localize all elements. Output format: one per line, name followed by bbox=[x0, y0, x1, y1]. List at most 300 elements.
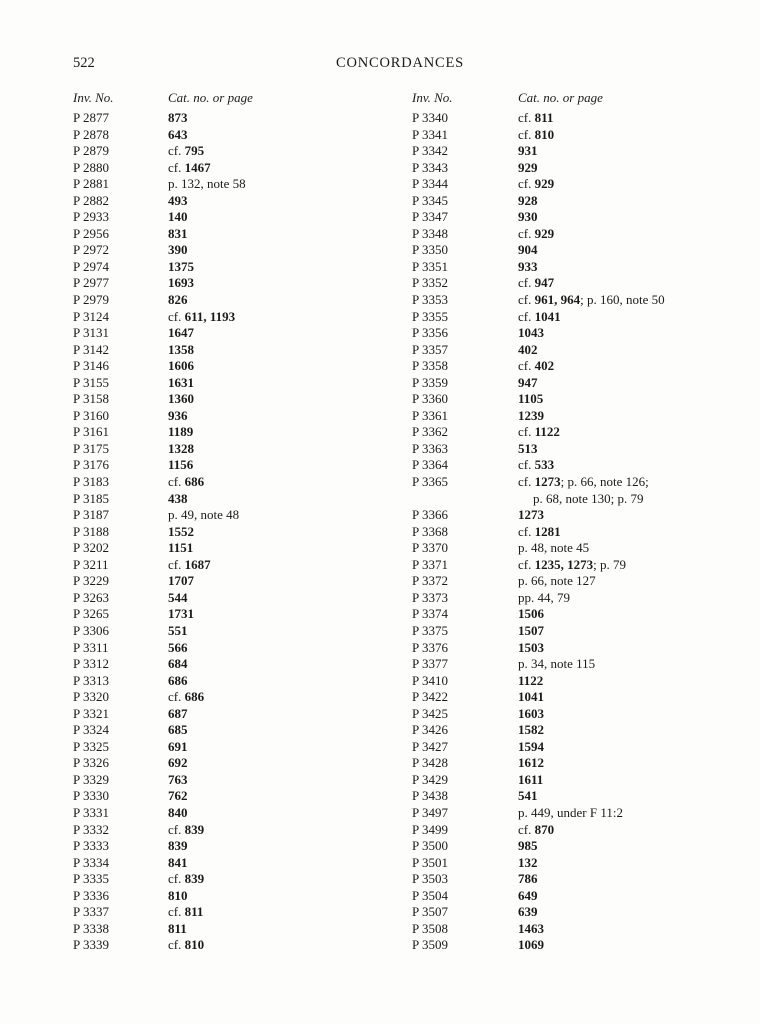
inv-no-cell: P 3370 bbox=[412, 540, 448, 556]
cat-no-cell: 1594 bbox=[518, 738, 544, 754]
cat-no-cell: 931 bbox=[518, 143, 538, 159]
inv-no-cell: P 3311 bbox=[73, 639, 109, 655]
cat-no-cell: 541 bbox=[518, 788, 538, 804]
table-row bbox=[73, 838, 403, 855]
inv-no-cell: P 3428 bbox=[412, 755, 448, 771]
cat-no-cell: 1693 bbox=[168, 275, 194, 291]
cat-no-cell: cf. 810 bbox=[518, 126, 555, 142]
inv-no-cell: P 3347 bbox=[412, 209, 448, 225]
table-row bbox=[412, 524, 742, 541]
inv-no-cell: P 3202 bbox=[73, 540, 109, 556]
inv-no-cell: P 3350 bbox=[412, 242, 448, 258]
inv-no-cell: P 3334 bbox=[73, 854, 109, 870]
inv-no-cell: P 3342 bbox=[412, 143, 448, 159]
cat-no-cell: cf. 839 bbox=[168, 871, 205, 887]
cat-no-cell: 873 bbox=[168, 110, 188, 125]
table-row bbox=[412, 673, 742, 690]
inv-no-cell: P 2933 bbox=[73, 209, 109, 225]
cat-no-cell: cf. 929 bbox=[518, 176, 555, 192]
cat-no-cell: 1122 bbox=[518, 672, 544, 688]
cat-no-cell: 513 bbox=[518, 440, 538, 456]
inv-no-cell: P 3312 bbox=[73, 656, 109, 672]
table-row bbox=[73, 788, 403, 805]
table-row bbox=[412, 755, 742, 772]
table-row bbox=[73, 772, 403, 789]
inv-no-header: Inv. No. bbox=[73, 90, 114, 105]
table-row bbox=[412, 706, 742, 723]
table-row bbox=[73, 888, 403, 905]
inv-no-cell: P 2881 bbox=[73, 176, 109, 192]
cat-no-cell: 831 bbox=[168, 225, 188, 241]
table-row bbox=[412, 623, 742, 640]
table-row bbox=[412, 788, 742, 805]
cat-no-cell: p. 48, note 45 bbox=[518, 540, 590, 556]
inv-no-cell: P 3410 bbox=[412, 672, 448, 688]
inv-no-cell: P 3320 bbox=[73, 689, 109, 705]
column-header bbox=[73, 90, 403, 107]
cat-no-cell: 1041 bbox=[518, 689, 544, 705]
table-row bbox=[412, 193, 742, 210]
inv-no-cell: P 3371 bbox=[412, 556, 448, 572]
cat-no-cell: cf. 611, 1193 bbox=[168, 308, 236, 324]
inv-no-cell: P 2879 bbox=[73, 143, 109, 159]
table-row bbox=[73, 457, 403, 474]
inv-no-cell: P 3365 bbox=[412, 474, 448, 490]
cat-no-cell: 1552 bbox=[168, 523, 194, 539]
inv-no-cell: P 3124 bbox=[73, 308, 109, 324]
cat-no-cell: cf. 1273; p. 66, note 126; p. 68, note 130; p. 79 bbox=[518, 474, 649, 506]
table-row bbox=[412, 838, 742, 855]
cat-no-cell: 687 bbox=[168, 705, 188, 721]
cat-no-cell: 438 bbox=[168, 490, 188, 506]
table-row bbox=[73, 474, 403, 491]
inv-no-cell: P 3426 bbox=[412, 722, 448, 738]
table-row bbox=[412, 408, 742, 425]
cat-no-cell: cf. 686 bbox=[168, 474, 205, 490]
table-row bbox=[73, 507, 403, 524]
inv-no-cell: P 3160 bbox=[73, 407, 109, 423]
inv-no-cell: P 3306 bbox=[73, 622, 109, 638]
table-row bbox=[73, 904, 403, 921]
inv-no-cell: P 3335 bbox=[73, 871, 109, 887]
table-row bbox=[412, 507, 742, 524]
table-row bbox=[412, 391, 742, 408]
table-row bbox=[412, 292, 742, 309]
table-row bbox=[412, 904, 742, 921]
inv-no-cell: P 3357 bbox=[412, 341, 448, 357]
cat-no-cell: 904 bbox=[518, 242, 538, 258]
running-head: CONCORDANCES bbox=[335, 55, 465, 71]
cat-no-cell: 933 bbox=[518, 258, 538, 274]
table-row bbox=[412, 275, 742, 292]
inv-no-cell: P 3348 bbox=[412, 225, 448, 241]
inv-no-cell: P 3500 bbox=[412, 838, 448, 854]
cat-no-cell: 692 bbox=[168, 755, 188, 771]
table-row bbox=[412, 242, 742, 259]
inv-no-cell: P 3363 bbox=[412, 440, 448, 456]
table-row bbox=[412, 937, 742, 954]
inv-no-cell: P 3425 bbox=[412, 705, 448, 721]
inv-no-cell: P 3372 bbox=[412, 573, 448, 589]
inv-no-cell: P 3373 bbox=[412, 589, 448, 605]
cat-no-cell: 1151 bbox=[168, 540, 194, 556]
cat-no-cell: 1360 bbox=[168, 391, 194, 407]
cat-no-cell: 1731 bbox=[168, 606, 194, 622]
cat-no-cell: cf. 929 bbox=[518, 225, 555, 241]
inv-no-cell: P 3362 bbox=[412, 424, 448, 440]
cat-no-cell: 1156 bbox=[168, 457, 194, 473]
cat-no-cell: 140 bbox=[168, 209, 188, 225]
table-row bbox=[73, 590, 403, 607]
inv-no-cell: P 3374 bbox=[412, 606, 448, 622]
table-row bbox=[73, 143, 403, 160]
cat-no-cell: 826 bbox=[168, 292, 188, 308]
table-row bbox=[73, 755, 403, 772]
cat-no-cell: 763 bbox=[168, 771, 188, 787]
table-row bbox=[73, 292, 403, 309]
table-row bbox=[412, 805, 742, 822]
table-row bbox=[73, 855, 403, 872]
table-row bbox=[73, 623, 403, 640]
table-row bbox=[412, 573, 742, 590]
inv-no-cell: P 3331 bbox=[73, 804, 109, 820]
cat-no-cell: cf. 811 bbox=[168, 904, 204, 920]
inv-no-cell: P 3229 bbox=[73, 573, 109, 589]
inv-no-cell: P 3497 bbox=[412, 804, 448, 820]
inv-no-cell: P 3161 bbox=[73, 424, 109, 440]
table-row bbox=[412, 888, 742, 905]
inv-no-cell: P 2880 bbox=[73, 159, 109, 175]
table-row bbox=[73, 424, 403, 441]
table-row bbox=[412, 457, 742, 474]
inv-no-cell: P 3353 bbox=[412, 292, 448, 308]
table-row bbox=[73, 573, 403, 590]
inv-no-cell: P 3183 bbox=[73, 474, 109, 490]
table-row bbox=[412, 325, 742, 342]
table-row bbox=[73, 640, 403, 657]
table-row bbox=[412, 110, 742, 127]
inv-no-cell: P 3325 bbox=[73, 738, 109, 754]
cat-no-cell: 839 bbox=[168, 838, 188, 854]
table-row bbox=[73, 342, 403, 359]
table-row bbox=[73, 739, 403, 756]
inv-no-cell: P 3142 bbox=[73, 341, 109, 357]
cat-no-cell: p. 34, note 115 bbox=[518, 656, 596, 672]
table-row bbox=[412, 474, 742, 507]
inv-no-cell: P 3324 bbox=[73, 722, 109, 738]
cat-no-cell: cf. 1235, 1273; p. 79 bbox=[518, 556, 626, 572]
cat-no-cell: 1239 bbox=[518, 407, 544, 423]
column-header bbox=[412, 90, 742, 107]
cat-no-cell: 639 bbox=[518, 904, 538, 920]
inv-no-cell: P 3263 bbox=[73, 589, 109, 605]
inv-no-header: Inv. No. bbox=[412, 90, 453, 105]
table-row bbox=[73, 160, 403, 177]
cat-no-cell: 686 bbox=[168, 672, 188, 688]
table-row bbox=[73, 309, 403, 326]
inv-no-cell: P 3364 bbox=[412, 457, 448, 473]
inv-no-cell: P 3503 bbox=[412, 871, 448, 887]
cat-no-cell: 985 bbox=[518, 838, 538, 854]
table-row bbox=[412, 226, 742, 243]
inv-no-cell: P 3188 bbox=[73, 523, 109, 539]
table-row bbox=[412, 822, 742, 839]
table-row bbox=[412, 424, 742, 441]
cat-no-cell: 1507 bbox=[518, 622, 544, 638]
cat-no-cell: 811 bbox=[168, 920, 187, 936]
inv-no-cell: P 3175 bbox=[73, 440, 109, 456]
table-row bbox=[73, 242, 403, 259]
cat-no-cell: 1647 bbox=[168, 325, 194, 341]
cat-no-cell: 762 bbox=[168, 788, 188, 804]
cat-no-cell: 786 bbox=[518, 871, 538, 887]
table-row bbox=[73, 871, 403, 888]
table-row bbox=[412, 772, 742, 789]
cat-no-cell: 132 bbox=[518, 854, 538, 870]
inv-no-cell: P 2877 bbox=[73, 110, 109, 125]
cat-no-cell: 1612 bbox=[518, 755, 544, 771]
table-row bbox=[73, 176, 403, 193]
inv-no-cell: P 3368 bbox=[412, 523, 448, 539]
inv-no-cell: P 3359 bbox=[412, 374, 448, 390]
table-row bbox=[412, 921, 742, 938]
inv-no-cell: P 3326 bbox=[73, 755, 109, 771]
table-row bbox=[412, 209, 742, 226]
inv-no-cell: P 3507 bbox=[412, 904, 448, 920]
table-row bbox=[73, 259, 403, 276]
cat-no-cell: 691 bbox=[168, 738, 188, 754]
cat-no-cell: cf. 811 bbox=[518, 110, 554, 125]
table-row bbox=[73, 226, 403, 243]
inv-no-cell: P 3355 bbox=[412, 308, 448, 324]
cat-no-cell: cf. 1122 bbox=[518, 424, 560, 440]
inv-no-cell: P 3376 bbox=[412, 639, 448, 655]
cat-no-cell: 841 bbox=[168, 854, 188, 870]
inv-no-cell: P 3499 bbox=[412, 821, 448, 837]
table-row bbox=[412, 160, 742, 177]
table-row bbox=[412, 640, 742, 657]
table-row bbox=[412, 557, 742, 574]
table-row bbox=[412, 342, 742, 359]
table-row bbox=[73, 689, 403, 706]
inv-no-cell: P 3176 bbox=[73, 457, 109, 473]
inv-no-cell: P 3427 bbox=[412, 738, 448, 754]
table-row bbox=[73, 127, 403, 144]
inv-no-cell: P 3155 bbox=[73, 374, 109, 390]
cat-no-cell: 1506 bbox=[518, 606, 544, 622]
cat-no-cell: 402 bbox=[518, 341, 538, 357]
cat-no-cell: 1707 bbox=[168, 573, 194, 589]
table-row bbox=[73, 358, 403, 375]
table-row bbox=[412, 143, 742, 160]
cat-no-cell: cf. 839 bbox=[168, 821, 205, 837]
cat-no-cell: cf. 533 bbox=[518, 457, 555, 473]
cat-no-cell: 810 bbox=[168, 887, 188, 903]
table-row bbox=[73, 441, 403, 458]
inv-no-cell: P 3341 bbox=[412, 126, 448, 142]
inv-no-cell: P 3361 bbox=[412, 407, 448, 423]
table-row bbox=[412, 176, 742, 193]
inv-no-cell: P 3345 bbox=[412, 192, 448, 208]
inv-no-cell: P 3211 bbox=[73, 556, 109, 572]
table-row bbox=[73, 110, 403, 127]
cat-no-cell: p. 49, note 48 bbox=[168, 507, 240, 523]
cat-no-cell: 1043 bbox=[518, 325, 544, 341]
table-row bbox=[412, 309, 742, 326]
inv-no-cell: P 3366 bbox=[412, 507, 448, 523]
table-row bbox=[73, 673, 403, 690]
cat-no-cell: 566 bbox=[168, 639, 188, 655]
cat-no-cell: cf. 795 bbox=[168, 143, 205, 159]
page-number: 522 bbox=[73, 55, 95, 71]
table-row bbox=[412, 739, 742, 756]
cat-no-cell: cf. 686 bbox=[168, 689, 205, 705]
cat-no-cell: 684 bbox=[168, 656, 188, 672]
concordance-column-right bbox=[412, 90, 742, 954]
inv-no-cell: P 3429 bbox=[412, 771, 448, 787]
inv-no-cell: P 3158 bbox=[73, 391, 109, 407]
cat-no-cell: cf. 1467 bbox=[168, 159, 211, 175]
inv-no-cell: P 3336 bbox=[73, 887, 109, 903]
cat-no-cell: 928 bbox=[518, 192, 538, 208]
inv-no-cell: P 3321 bbox=[73, 705, 109, 721]
cat-no-cell: 493 bbox=[168, 192, 188, 208]
cat-no-cell: cf. 402 bbox=[518, 358, 555, 374]
cat-no-cell: p. 132, note 58 bbox=[168, 176, 246, 192]
cat-no-cell: 1606 bbox=[168, 358, 194, 374]
cat-no-cell: 1611 bbox=[518, 771, 544, 787]
inv-no-cell: P 3438 bbox=[412, 788, 448, 804]
cat-no-cell: cf. 1687 bbox=[168, 556, 211, 572]
inv-no-cell: P 3356 bbox=[412, 325, 448, 341]
cat-no-cell: 1105 bbox=[518, 391, 544, 407]
cat-no-cell: p. 66, note 127 bbox=[518, 573, 596, 589]
cat-no-cell: 1069 bbox=[518, 937, 544, 953]
inv-no-cell: P 3330 bbox=[73, 788, 109, 804]
inv-no-cell: P 3344 bbox=[412, 176, 448, 192]
inv-no-cell: P 3504 bbox=[412, 887, 448, 903]
inv-no-cell: P 3352 bbox=[412, 275, 448, 291]
table-row bbox=[412, 441, 742, 458]
cat-no-cell-line2: p. 68, note 130; p. 79 bbox=[533, 490, 644, 506]
inv-no-cell: P 3333 bbox=[73, 838, 109, 854]
table-row bbox=[73, 937, 403, 954]
inv-no-cell: P 3329 bbox=[73, 771, 109, 787]
inv-no-cell: P 3146 bbox=[73, 358, 109, 374]
table-row bbox=[73, 408, 403, 425]
cat-no-cell: 1375 bbox=[168, 258, 194, 274]
table-row bbox=[412, 606, 742, 623]
cat-no-cell: 1273 bbox=[518, 507, 544, 523]
table-row bbox=[73, 606, 403, 623]
inv-no-cell: P 3375 bbox=[412, 622, 448, 638]
table-row bbox=[73, 275, 403, 292]
table-row bbox=[73, 656, 403, 673]
inv-no-cell: P 3338 bbox=[73, 920, 109, 936]
cat-no-cell: cf. 961, 964; p. 160, note 50 bbox=[518, 292, 665, 308]
cat-no-cell: 1603 bbox=[518, 705, 544, 721]
inv-no-cell: P 3377 bbox=[412, 656, 448, 672]
inv-no-cell: P 3131 bbox=[73, 325, 109, 341]
cat-no-cell: 1503 bbox=[518, 639, 544, 655]
cat-no-cell: cf. 810 bbox=[168, 937, 205, 953]
inv-no-cell: P 2979 bbox=[73, 292, 109, 308]
inv-no-cell: P 3185 bbox=[73, 490, 109, 506]
inv-no-cell: P 3332 bbox=[73, 821, 109, 837]
table-row bbox=[412, 127, 742, 144]
cat-no-cell: p. 449, under F 11:2 bbox=[518, 804, 623, 820]
cat-no-cell: 840 bbox=[168, 804, 188, 820]
column-rows bbox=[412, 110, 742, 954]
inv-no-cell: P 2956 bbox=[73, 225, 109, 241]
table-row bbox=[73, 706, 403, 723]
cat-no-cell: 1463 bbox=[518, 920, 544, 936]
cat-no-header: Cat. no. or page bbox=[168, 90, 253, 105]
cat-no-cell: cf. 870 bbox=[518, 821, 555, 837]
inv-no-cell: P 3501 bbox=[412, 854, 448, 870]
table-row bbox=[73, 209, 403, 226]
table-row bbox=[412, 689, 742, 706]
table-row bbox=[412, 259, 742, 276]
table-row bbox=[412, 656, 742, 673]
inv-no-cell: P 2878 bbox=[73, 126, 109, 142]
table-row bbox=[412, 855, 742, 872]
cat-no-header: Cat. no. or page bbox=[518, 90, 603, 105]
column-rows bbox=[73, 110, 403, 954]
table-row bbox=[73, 540, 403, 557]
table-row bbox=[73, 391, 403, 408]
inv-no-cell: P 3340 bbox=[412, 110, 448, 125]
cat-no-cell: 390 bbox=[168, 242, 188, 258]
table-row bbox=[412, 540, 742, 557]
cat-no-cell: 685 bbox=[168, 722, 188, 738]
cat-no-cell: 1189 bbox=[168, 424, 194, 440]
table-row bbox=[73, 822, 403, 839]
inv-no-cell: P 3422 bbox=[412, 689, 448, 705]
table-row bbox=[412, 722, 742, 739]
inv-no-cell: P 3339 bbox=[73, 937, 109, 953]
cat-no-cell: 1631 bbox=[168, 374, 194, 390]
table-row bbox=[412, 375, 742, 392]
table-row bbox=[73, 375, 403, 392]
table-row bbox=[73, 524, 403, 541]
cat-no-cell: 1358 bbox=[168, 341, 194, 357]
cat-no-cell: 643 bbox=[168, 126, 188, 142]
cat-no-cell: 1328 bbox=[168, 440, 194, 456]
inv-no-cell: P 3265 bbox=[73, 606, 109, 622]
cat-no-cell: 930 bbox=[518, 209, 538, 225]
table-row bbox=[73, 557, 403, 574]
table-row bbox=[73, 491, 403, 508]
cat-no-cell: cf. 1281 bbox=[518, 523, 561, 539]
cat-no-cell: cf. 1041 bbox=[518, 308, 561, 324]
table-row bbox=[412, 871, 742, 888]
cat-no-cell: 936 bbox=[168, 407, 188, 423]
cat-no-cell: 1582 bbox=[518, 722, 544, 738]
inv-no-cell: P 2974 bbox=[73, 258, 109, 274]
cat-no-cell: 544 bbox=[168, 589, 188, 605]
inv-no-cell: P 2977 bbox=[73, 275, 109, 291]
inv-no-cell: P 3509 bbox=[412, 937, 448, 953]
cat-no-cell: 649 bbox=[518, 887, 538, 903]
cat-no-cell: 551 bbox=[168, 622, 188, 638]
inv-no-cell: P 3313 bbox=[73, 672, 109, 688]
inv-no-cell: P 3337 bbox=[73, 904, 109, 920]
inv-no-cell: P 3358 bbox=[412, 358, 448, 374]
inv-no-cell: P 3508 bbox=[412, 920, 448, 936]
inv-no-cell: P 2972 bbox=[73, 242, 109, 258]
table-row bbox=[73, 193, 403, 210]
